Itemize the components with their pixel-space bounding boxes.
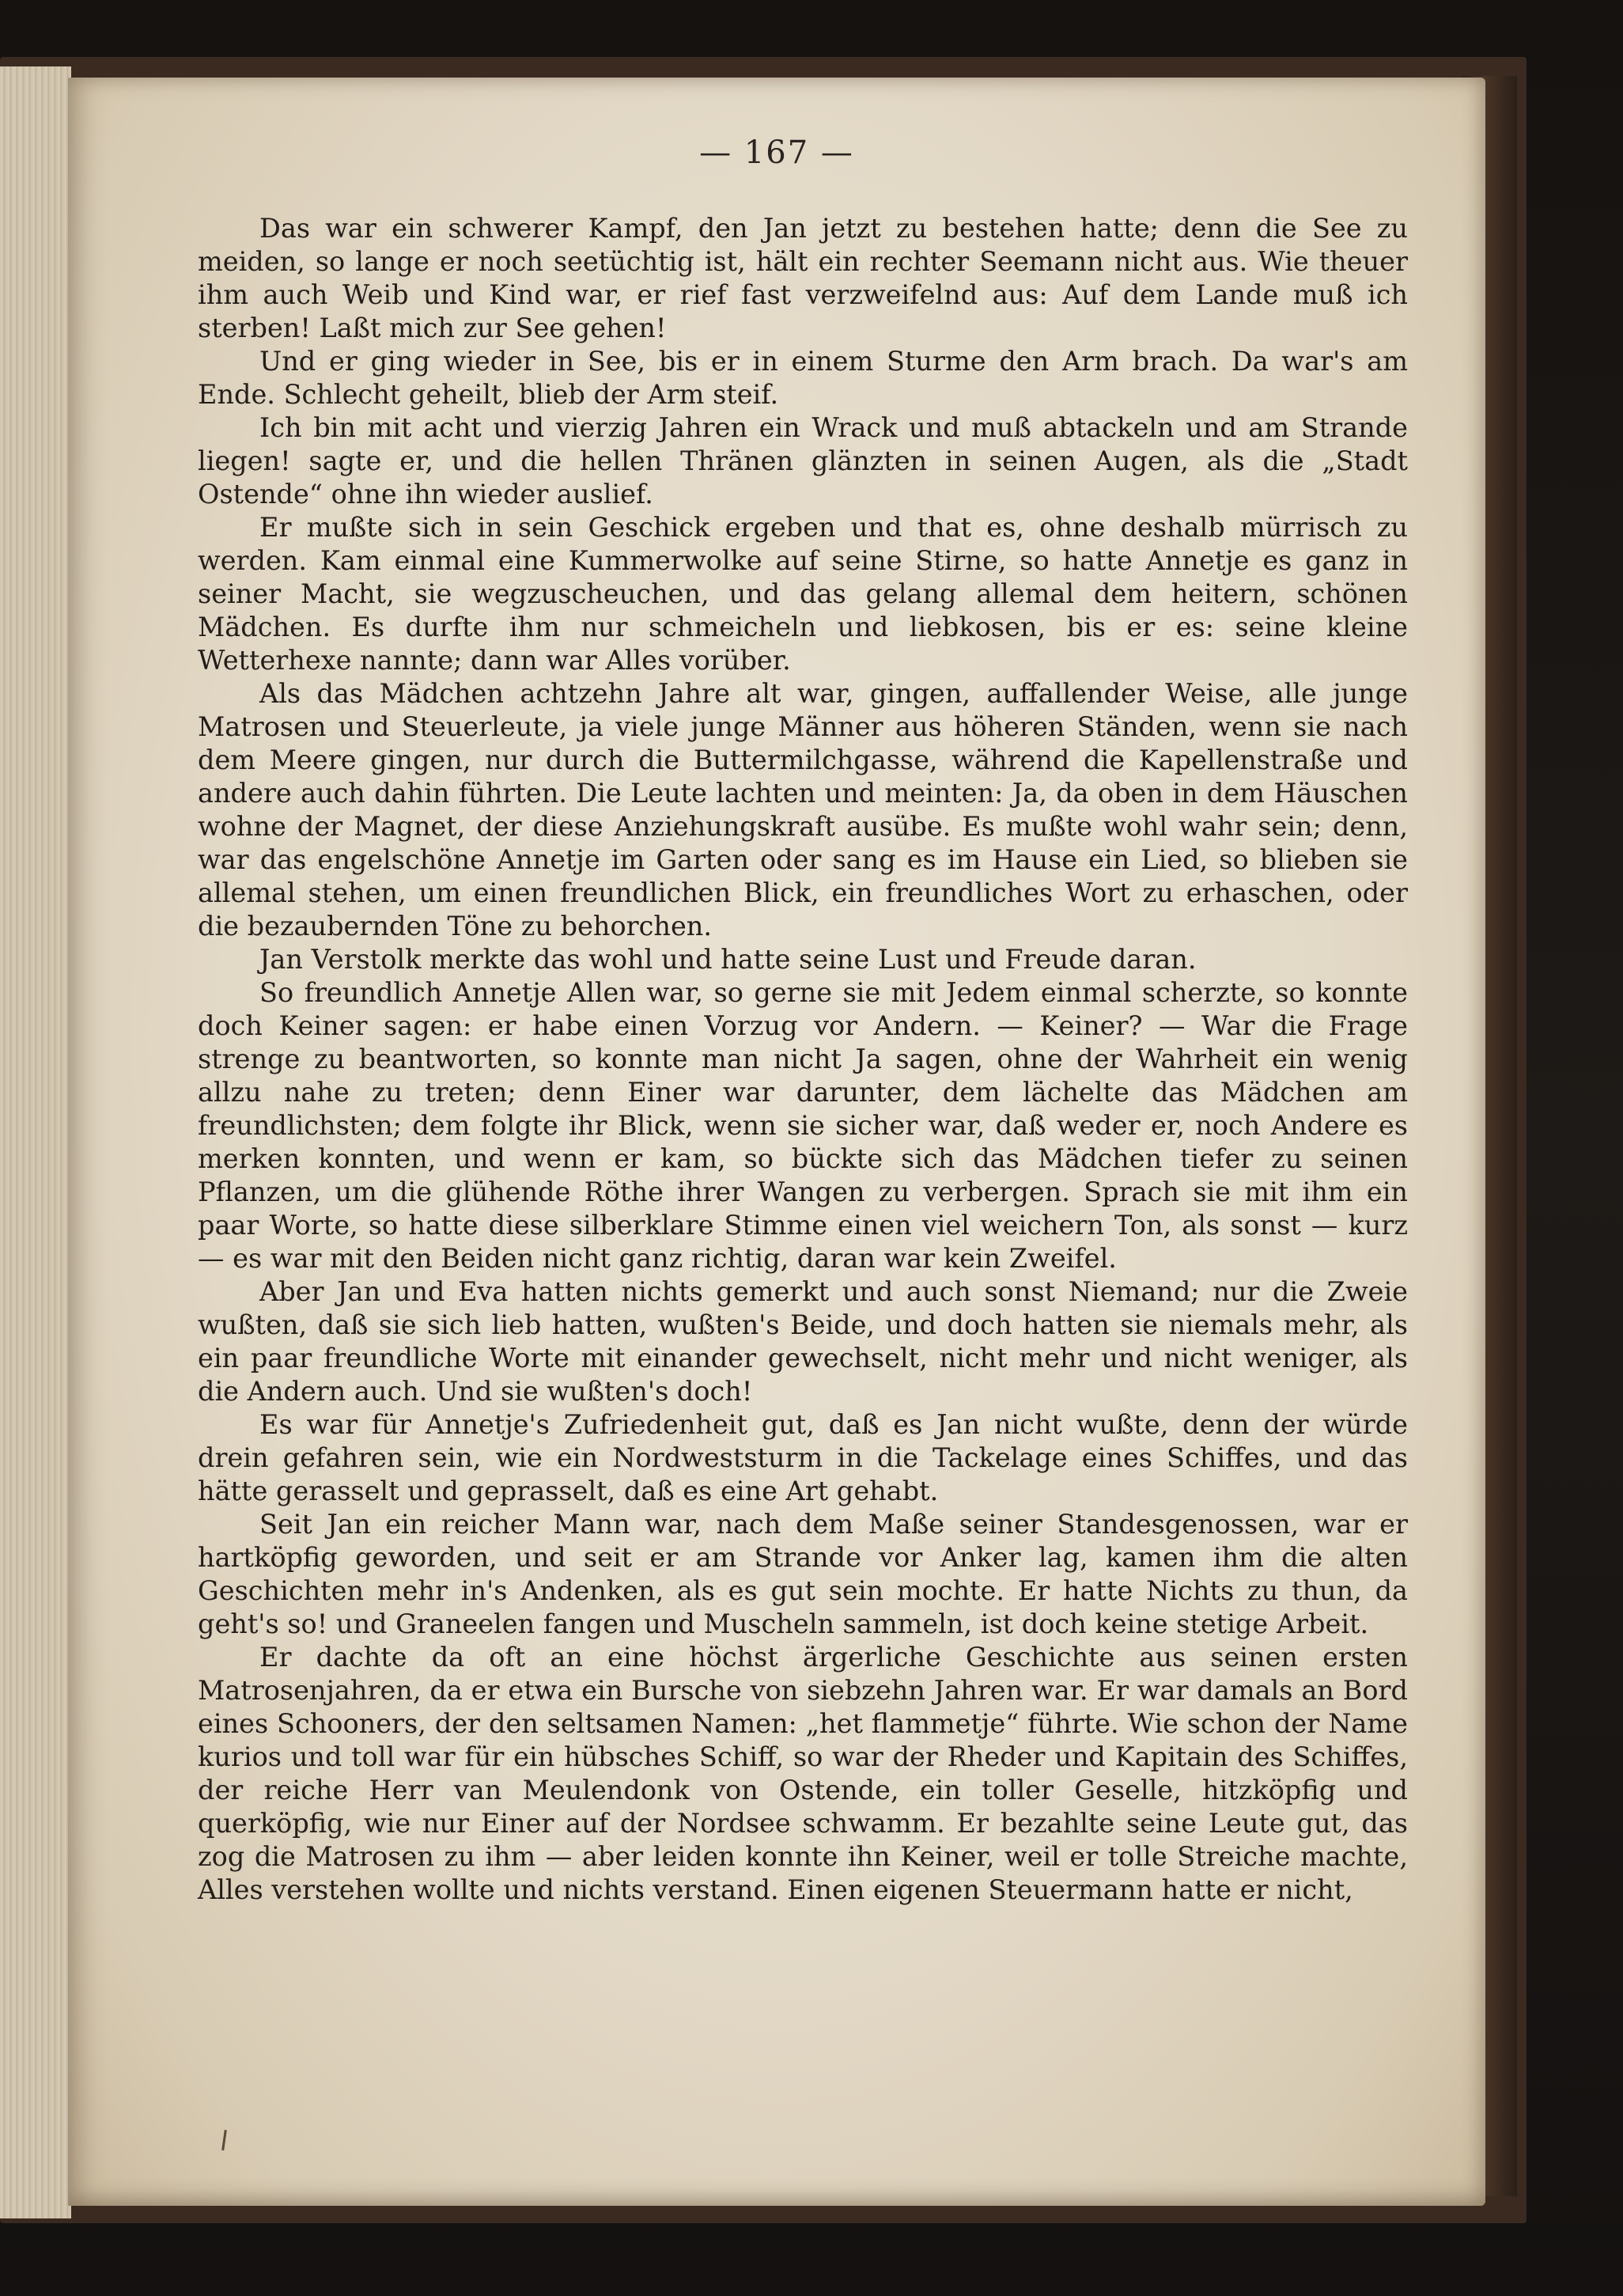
book-page — [68, 78, 1485, 2206]
paragraph: Er mußte sich in sein Geschick ergeben und that es, ohne deshalb mürrisch zu werden. Kam einmal eine Kummerwolke auf seine Stirne, so hatte Annetje es ganz in seiner Macht, sie wegzuscheuchen, und das gelang allemal dem heitern, schönen Mädchen. Es durfte ihm nur schmeicheln und liebkosen, bis er es: seine kleine Wetterhexe nannte; dann war Alles vorüber. — [198, 512, 1408, 676]
page-edges — [0, 66, 71, 2218]
page-number: — 167 — — [699, 135, 854, 171]
paragraph: Jan Verstolk merkte das wohl und hatte seine Lust und Freude daran. — [259, 944, 1197, 975]
paragraph: So freundlich Annetje Allen war, so gerne sie mit Jedem einmal scherzte, so konnte doch Keiner sagen: er habe einen Vorzug vor Andern. — Keiner? — War die Frage strenge zu beantworten, so konnte man nicht Ja sagen, ohne der Wahrheit ein wenig allzu nahe zu treten; denn Einer war darunter, dem lächelte das Mädchen am freundlichsten; dem folgte ihr Blick, wenn sie sicher war, daß weder er, noch Andere es merken konnten, und wenn er kam, so bückte sich das Mädchen tiefer zu seinen Pflanzen, um die glühende Röthe ihrer Wangen zu verbergen. Sprach sie mit ihm ein paar Worte, so hatte diese silberklare Stimme einen viel weichern Ton, als sonst — kurz — es war mit den Beiden nicht ganz richtig, daran war kein Zweifel. — [198, 977, 1408, 1274]
paragraph: Aber Jan und Eva hatten nichts gemerkt und auch sonst Niemand; nur die Zweie wußten, daß sie sich lieb hatten, wußten's Beide, und doch hatten sie niemals mehr, als ein paar freundliche Worte mit einander gewechselt, nicht mehr und nicht weniger, als die Andern auch. Und sie wußten's doch! — [198, 1276, 1408, 1407]
paragraph: Als das Mädchen achtzehn Jahre alt war, gingen, auffallender Weise, alle junge Matrosen und Steuerleute, ja viele junge Männer aus höheren Ständen, wenn sie nach dem Meere gingen, nur durch die Buttermilchgasse, während die Kapellenstraße und andere auch dahin führten. Die Leute lachten und meinten: Ja, da oben in dem Häuschen wohne der Magnet, der diese Anziehungskraft ausübe. Es mußte wohl wahr sein; denn, war das engelschöne Annetje im Garten oder sang es im Hause ein Lied, so blieben sie allemal stehen, um einen freundlichen Blick, ein freundliches Wort zu erhaschen, oder die bezaubernden Töne zu behorchen. — [198, 678, 1408, 942]
paragraph: Und er ging wieder in See, bis er in einem Sturme den Arm brach. Da war's am Ende. Schlecht geheilt, blieb der Arm steif. — [198, 346, 1408, 410]
paragraph: Seit Jan ein reicher Mann war, nach dem Maße seiner Standesgenossen, war er hartköpfig geworden, und seit er am Strande vor Anker lag, kamen ihm die alten Geschichten mehr in's Andenken, als es gut sein mochte. Er hatte Nichts zu thun, da geht's so! und Graneelen fangen und Muscheln sammeln, ist doch keine stetige Arbeit. — [198, 1509, 1408, 1639]
paragraph: Das war ein schwerer Kampf, den Jan jetzt zu bestehen hatte; denn die See zu meiden, so lange er noch seetüchtig ist, hält ein rechter Seemann nicht aus. Wie theuer ihm auch Weib und Kind war, er rief fast verzweifelnd aus: Auf dem Lande muß ich sterben! Laßt mich zur See gehen! — [198, 213, 1408, 343]
page-body-text — [198, 212, 1408, 1907]
paragraph: Es war für Annetje's Zufriedenheit gut, daß es Jan nicht wußte, denn der würde drein gefahren sein, wie ein Nordweststurm in die Tackelage eines Schiffes, und das hätte gerasselt und geprasselt, daß es eine Art gehabt. — [198, 1409, 1408, 1506]
ink-mark — [221, 2130, 227, 2150]
paragraph: Er dachte da oft an eine höchst ärgerliche Geschichte aus seinen ersten Matrosenjahren, da er etwa ein Bursche von siebzehn Jahren war. Er war damals an Bord eines Schooners, der den seltsamen Namen: „het flammetje“ führte. Wie schon der Name kurios und toll war für ein hübsches Schiff, so war der Rheder und Kapitain des Schiffes, der reiche Herr van Meulendonk von Ostende, ein toller Geselle, hitzköpfig und querköpfig, wie nur Einer auf der Nordsee schwamm. Er bezahlte seine Leute gut, das zog die Matrosen zu ihm — aber leiden konnte ihn Keiner, weil er tolle Streiche machte, Alles verstehen wollte und nichts verstand. Einen eigenen Steuermann hatte er nicht, — [198, 1642, 1408, 1905]
paragraph: Ich bin mit acht und vierzig Jahren ein Wrack und muß abtackeln und am Strande liegen! sagte er, und die hellen Thränen glänzten in seinen Augen, als die „Stadt Ostende“ ohne ihn wieder auslief. — [198, 412, 1408, 510]
